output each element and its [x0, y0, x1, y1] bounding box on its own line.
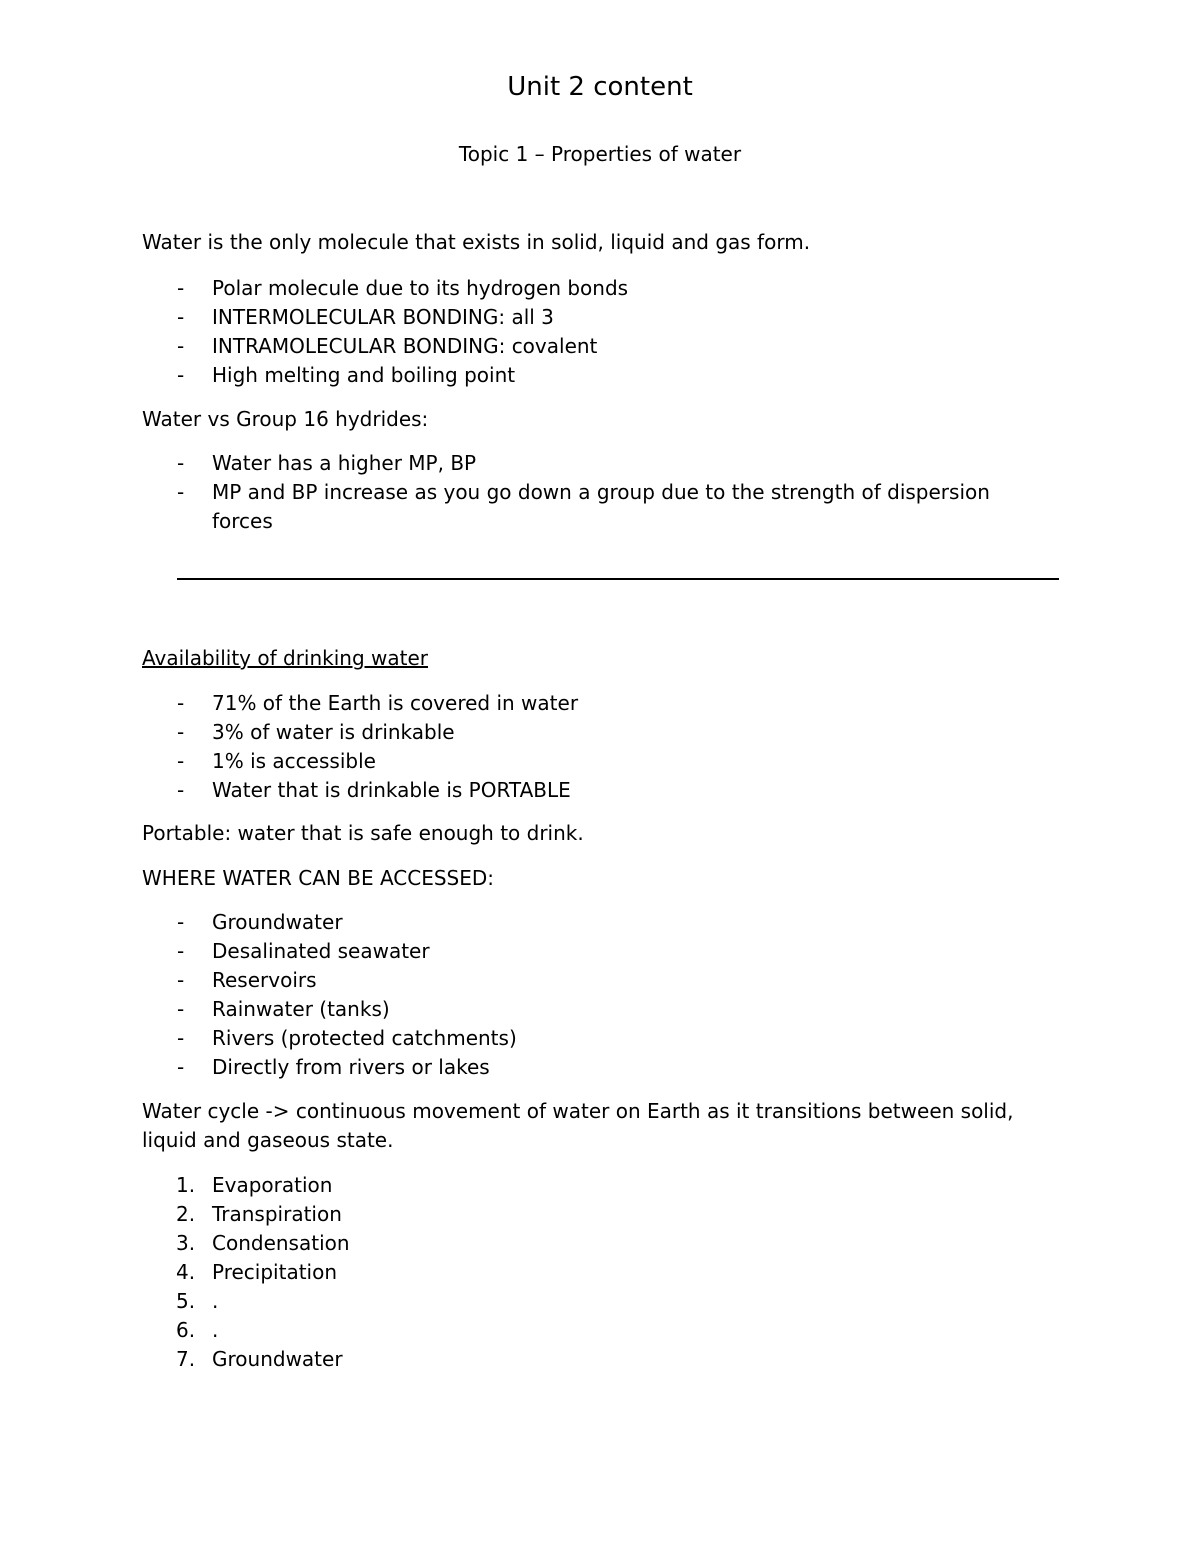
list-item: - Desalinated seawater — [142, 937, 1062, 966]
bullet-marker: - — [177, 305, 185, 329]
bullet-marker: - — [177, 778, 185, 802]
hydrides-list — [142, 449, 1062, 536]
bullet-marker: - — [177, 480, 185, 504]
list-item: 1. Evaporation — [142, 1171, 1062, 1200]
hydrides-heading: Water vs Group 16 hydrides: — [142, 407, 429, 431]
list-item: - Rainwater (tanks) — [142, 995, 1062, 1024]
bullet-marker: - — [177, 968, 185, 992]
bullet-marker: - — [177, 997, 185, 1021]
document-title: Unit 2 content — [507, 72, 693, 102]
list-item: - 1% is accessible — [142, 747, 1062, 776]
list-item: 2. Transpiration — [142, 1200, 1062, 1229]
number-marker: 7. — [176, 1347, 196, 1371]
bullet-marker: - — [177, 451, 185, 475]
access-list — [142, 908, 1062, 1082]
list-item: - High melting and boiling point — [142, 361, 1062, 390]
list-item: - Water has a higher MP, BP — [142, 449, 1062, 478]
list-item: 7. Groundwater — [142, 1345, 1062, 1374]
list-item: - INTERMOLECULAR BONDING: all 3 — [142, 303, 1062, 332]
list-item: 3. Condensation — [142, 1229, 1062, 1258]
number-marker: 5. — [176, 1289, 196, 1313]
bullet-marker: - — [177, 749, 185, 773]
list-item: 4. Precipitation — [142, 1258, 1062, 1287]
list-item: 5. . — [142, 1287, 1062, 1316]
number-marker: 4. — [176, 1260, 196, 1284]
availability-list — [142, 689, 1062, 805]
list-item: - 71% of the Earth is covered in water — [142, 689, 1062, 718]
access-heading: WHERE WATER CAN BE ACCESSED: — [142, 866, 495, 890]
bullet-marker: - — [177, 276, 185, 300]
list-item: - MP and BP increase as you go down a group due to the strength of dispersion forces — [177, 480, 990, 533]
bullet-marker: - — [177, 910, 185, 934]
list-item: - 3% of water is drinkable — [142, 718, 1062, 747]
bullet-marker: - — [177, 334, 185, 358]
list-item: - Rivers (protected catchments) — [142, 1024, 1062, 1053]
number-marker: 2. — [176, 1202, 196, 1226]
list-item: 6. . — [142, 1316, 1062, 1345]
number-marker: 1. — [176, 1173, 196, 1197]
bullet-marker: - — [177, 939, 185, 963]
document-subtitle: Topic 1 – Properties of water — [458, 142, 742, 166]
number-marker: 3. — [176, 1231, 196, 1255]
water-cycle-steps — [142, 1171, 1062, 1374]
list-item: - Polar molecule due to its hydrogen bonds — [142, 274, 1062, 303]
horizontal-divider — [177, 578, 1059, 580]
list-item: - Directly from rivers or lakes — [142, 1053, 1062, 1082]
list-item: - Groundwater — [142, 908, 1062, 937]
bullet-marker: - — [177, 1055, 185, 1079]
list-item: - Reservoirs — [142, 966, 1062, 995]
bullet-marker: - — [177, 363, 185, 387]
properties-list — [142, 274, 1062, 390]
bullet-marker: - — [177, 691, 185, 715]
bullet-marker: - — [177, 1026, 185, 1050]
list-item: - INTRAMOLECULAR BONDING: covalent — [142, 332, 1062, 361]
water-cycle-paragraph: Water cycle -> continuous movement of water on Earth as it transitions between solid, liquid and gaseous state. — [142, 1099, 1014, 1152]
bullet-marker: - — [177, 720, 185, 744]
number-marker: 6. — [176, 1318, 196, 1342]
list-item: - Water that is drinkable is PORTABLE — [142, 776, 1062, 805]
portable-definition: Portable: water that is safe enough to drink. — [142, 821, 584, 845]
availability-heading: Availability of drinking water — [142, 646, 429, 670]
intro-paragraph: Water is the only molecule that exists in solid, liquid and gas form. — [142, 230, 811, 254]
